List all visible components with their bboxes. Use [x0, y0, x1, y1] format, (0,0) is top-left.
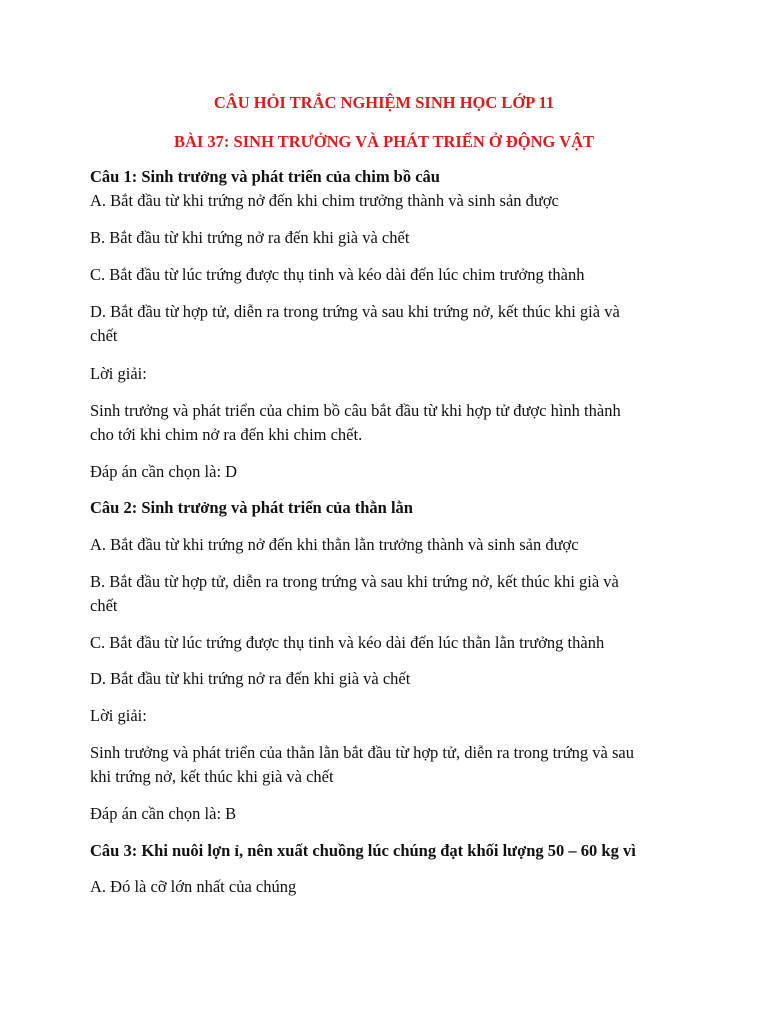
question-1-solution-line-2: cho tới khi chim nở ra đến khi chim chết.	[90, 425, 363, 444]
question-3-heading: Câu 3: Khi nuôi lợn ỉ, nên xuất chuồng lúc chúng đạt khối lượng 50 – 60 kg vì	[90, 841, 636, 860]
question-1-heading: Câu 1: Sinh trưởng và phát triển của chim bồ câu	[90, 167, 440, 186]
question-1-option-b: B. Bắt đầu từ khi trứng nở ra đến khi già và chết	[90, 228, 410, 247]
question-2-heading: Câu 2: Sinh trưởng và phát triển của thằn lằn	[90, 498, 413, 517]
question-2-answer: Đáp án cần chọn là: B	[90, 804, 237, 823]
question-1-option-c: C. Bắt đầu từ lúc trứng được thụ tinh và kéo dài đến lúc chim trưởng thành	[90, 265, 585, 284]
question-2-option-c: C. Bắt đầu từ lúc trứng được thụ tinh và kéo dài đến lúc thằn lằn trưởng thành	[90, 633, 605, 652]
question-2-solution-label: Lời giải:	[90, 706, 147, 725]
question-1-option-d-line-1: D. Bắt đầu từ hợp tử, diễn ra trong trứng và sau khi trứng nở, kết thúc khi già và	[90, 302, 620, 321]
question-1-option-a: A. Bắt đầu từ khi trứng nở đến khi chim trưởng thành và sinh sản được	[90, 191, 559, 210]
question-2-solution-line-2: khi trứng nở, kết thúc khi già và chết	[90, 767, 334, 786]
question-3-option-a: A. Đó là cỡ lớn nhất của chúng	[90, 877, 297, 896]
question-1-solution-line-1: Sinh trưởng và phát triển của chim bồ câu bắt đầu từ khi hợp tử được hình thành	[90, 401, 621, 420]
question-1-answer: Đáp án cần chọn là: D	[90, 462, 238, 481]
question-2-option-a: A. Bắt đầu từ khi trứng nở đến khi thằn lằn trưởng thành và sinh sản được	[90, 535, 579, 554]
question-2-option-d: D. Bắt đầu từ khi trứng nở ra đến khi già và chết	[90, 669, 411, 688]
document-title: CÂU HỎI TRẮC NGHIỆM SINH HỌC LỚP 11	[213, 93, 555, 112]
question-1-solution-label: Lời giải:	[90, 364, 147, 383]
question-2-solution-line-1: Sinh trưởng và phát triển của thằn lằn bắt đầu từ hợp tử, diễn ra trong trứng và sau	[90, 743, 634, 762]
question-1-option-d-line-2: chết	[90, 326, 118, 345]
question-2-option-b-line-2: chết	[90, 596, 118, 615]
lesson-title: BÀI 37: SINH TRƯỞNG VÀ PHÁT TRIỂN Ở ĐỘNG VẬT	[173, 132, 595, 151]
question-2-option-b-line-1: B. Bắt đầu từ hợp tử, diễn ra trong trứng và sau khi trứng nở, kết thúc khi già và	[90, 572, 619, 591]
